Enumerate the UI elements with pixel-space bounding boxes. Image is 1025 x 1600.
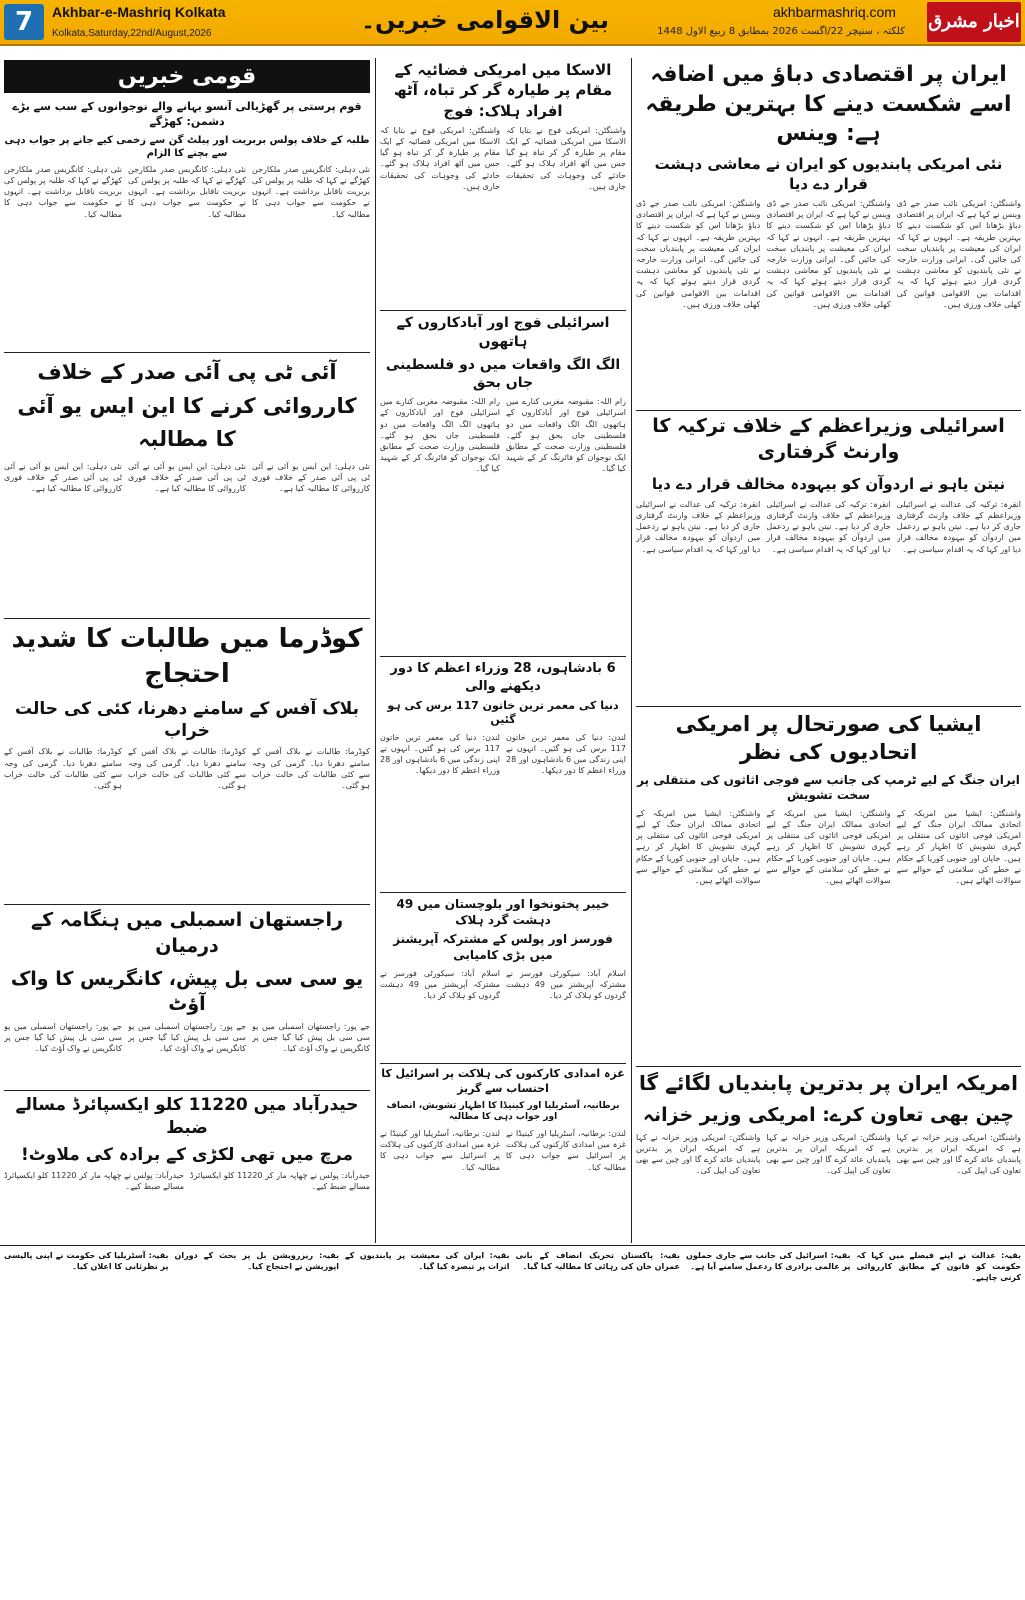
newspaper-logo: اخبار مشرق — [927, 2, 1021, 42]
article-hyderabad-spices — [4, 1094, 370, 1244]
article-body: جے پور: راجستھان اسمبلی میں یو سی سی بل پیش کیا گیا جس پر کانگریس نے واک آؤٹ کیا۔ — [128, 1021, 246, 1054]
article-body: انقرہ: ترکیہ کی عدالت نے اسرائیلی وزیراعظم کے خلاف وارنٹ گرفتاری جاری کر دیا ہے۔ نیتن یاہو نے ردعمل میں اردوآن کو بیہودہ مخالف قرار دیا اور کہا کہ یہ اقدام سیاسی ہے۔ — [766, 499, 891, 554]
subhead: نیتن یاہو نے اردوآن کو بیہودہ مخالف قرار دے دیا — [651, 475, 1006, 494]
continued-text: بقیہ: آسٹریلیا کی حکومت نے اپنی پالیسی پر نظرثانی کا اعلان کیا۔ — [4, 1251, 169, 1272]
subhead: فورسز اور پولس کے مشترکہ آپریشنز میں بڑی کامیابی — [393, 932, 613, 962]
continued-column — [4, 1250, 169, 1590]
headline: اسرائیلی وزیراعظم کے خلاف ترکیہ کا وارنٹ گرفتاری — [652, 415, 1005, 463]
article-body: رام اللہ: مقبوضہ مغربی کنارے میں اسرائیلی فوج اور آبادکاروں کے ہاتھوں الگ الگ واقعات میں دو فلسطینی جاں بحق ہو گئے۔ فلسطینی وزارت صحت کے مطابق ایک نوجوان کو فائرنگ کر کے شہید کیا گیا۔ — [506, 397, 626, 474]
divider — [4, 904, 370, 905]
article-body: واشنگٹن: امریکی وزیر خزانہ نے کہا ہے کہ امریکہ ایران پر بدترین پابندیاں عائد کرے گا اور چین سے بھی تعاون کی اپیل کی۔ — [636, 1132, 761, 1176]
article-oldest-woman — [380, 660, 626, 890]
article-body: حیدرآباد: پولس نے چھاپہ مار کر 11220 کلو ایکسپائرڈ مسالے ضبط کیے۔ — [190, 1170, 370, 1192]
continued-text: بقیہ: اسرائیل کی جانب سے جاری حملوں پر عالمی برادری کا ردعمل سامنے آیا ہے۔ — [686, 1251, 851, 1272]
continued-text: بقیہ: ایران کی معیشت پر پابندیوں کے اثرات پر تبصرہ کیا گیا۔ — [345, 1251, 510, 1272]
column-rule — [631, 58, 632, 1243]
divider — [636, 410, 1021, 411]
article-body: اسلام آباد: سیکورٹی فورسز نے مشترکہ آپریشنز میں 49 دہشت گردوں کو ہلاک کر دیا۔ — [380, 968, 500, 1000]
subhead: یو سی سی بل پیش، کانگریس کا واک آؤٹ — [10, 968, 364, 1015]
article-erdogan-warrant — [636, 414, 1021, 704]
subhead: چین بھی تعاون کرے: امریکی وزیر خزانہ — [642, 1104, 1015, 1126]
subhead: ایران جنگ کے لیے ٹرمپ کی جانب سے فوجی اثاثوں کی منتقلی پر سخت تشویش — [637, 772, 1020, 803]
headline: راجستھان اسمبلی میں ہنگامہ کے درمیان — [30, 909, 344, 957]
article-asia-allies — [636, 710, 1021, 1065]
subhead: مرچ میں تھی لکڑی کے برادہ کی ملاوٹ! — [20, 1144, 353, 1165]
headline: 6 بادشاہوں، 28 وزراء اعظم کا دور دیکھنے والی — [390, 661, 616, 694]
fold-rule — [0, 1245, 1025, 1246]
article-body: حیدرآباد: پولس نے چھاپہ مار کر 11220 کلو ایکسپائرڈ مسالے ضبط کیے۔ — [4, 1170, 184, 1192]
article-body: واشنگٹن: ایشیا میں امریکہ کے اتحادی ممالک ایران جنگ کے لیے امریکی فوجی اثاثوں کی منتقلی پر گہری تشویش کا اظہار کر رہے ہیں۔ جاپان اور جنوبی کوریا کے حکام نے خطے کی سلامتی کے حوالے سے سوالات اٹھائے ہیں۔ — [896, 808, 1021, 886]
column-rule — [375, 58, 376, 1243]
section-banner: قومی خبریں — [4, 60, 370, 93]
article-body: نئی دہلی: کانگریس صدر ملکارجن کھڑگے نے کہا کہ طلبہ پر پولس کی بربریت ناقابل برداشت ہے۔ انہوں نے حکومت سے جواب دہی کا مطالبہ کیا۔ — [4, 164, 122, 219]
article-body: واشنگٹن: امریکی نائب صدر جے ڈی وینس نے کہا ہے کہ ایران پر اقتصادی دباؤ بڑھانا اس کو شکست دینے کا بہترین طریقہ ہے۔ انہوں نے کہا کہ ایران کی معیشت پر پابندیاں سخت کی جائیں گی۔ ایرانی وزارت خارجہ نے نئی پابندیوں کو معاشی دہشت گردی قرار دیتے ہوئے کہا کہ یہ اقدامات بین الاقوامی قوانین کی کھلی خلاف ورزی ہیں۔ — [896, 199, 1021, 309]
headline: الاسکا میں امریکی فضائیہ کے مقام پر طیارہ گر کر تباہ، آٹھ افراد ہلاک: فوج — [393, 61, 613, 120]
article-body: کوڈرما: طالبات نے بلاک آفس کے سامنے دھرنا دیا۔ گرمی کی وجہ سے کئی طالبات کی حالت خراب ہو گئی۔ — [252, 747, 370, 790]
article-body: انقرہ: ترکیہ کی عدالت نے اسرائیلی وزیراعظم کے خلاف وارنٹ گرفتاری جاری کر دیا ہے۔ نیتن یاہو نے ردعمل میں اردوآن کو بیہودہ مخالف قرار دیا اور کہا کہ یہ اقدام سیاسی ہے۔ — [636, 499, 761, 554]
article-israeli-army — [380, 314, 626, 654]
article-body: واشنگٹن: ایشیا میں امریکہ کے اتحادی ممالک ایران جنگ کے لیے امریکی فوجی اثاثوں کی منتقلی پر گہری تشویش کا اظہار کر رہے ہیں۔ جاپان اور جنوبی کوریا کے حکام نے خطے کی سلامتی کے حوالے سے سوالات اٹھائے ہیں۔ — [766, 808, 891, 886]
subhead: بلاک آفس کے سامنے دھرنا، کئی کی حالت خراب — [15, 699, 359, 742]
subhead: طلبہ کے خلاف پولس بربریت اور پیلٹ گن سے زخمی کیے جانے پر جواب دہی سے بچنے کا الزام — [4, 134, 370, 159]
article-body: لندن: دنیا کی معمر ترین خاتون 117 برس کی ہو گئیں۔ انہوں نے اپنی زندگی میں 6 بادشاہوں اور 28 وزراء اعظم کا دور دیکھا۔ — [506, 732, 626, 776]
continued-stories — [4, 1250, 1021, 1594]
headline: امریکہ ایران پر بدترین پابندیاں لگائے گا — [639, 1071, 1018, 1095]
subhead: الگ الگ واقعات میں دو فلسطینی جاں بحق — [385, 356, 621, 391]
article-body: کوڈرما: طالبات نے بلاک آفس کے سامنے دھرنا دیا۔ گرمی کی وجہ سے کئی طالبات کی حالت خراب ہو گئی۔ — [128, 747, 246, 790]
continued-column — [686, 1250, 851, 1590]
subhead: نئی امریکی پابندیوں کو ایران نے معاشی دہشت قرار دے دیا — [654, 155, 1003, 193]
article-body: لندن: برطانیہ، آسٹریلیا اور کینیڈا نے غزہ میں امدادی کارکنوں کی ہلاکت پر اسرائیل سے جواب دہی کا مطالبہ کیا۔ — [380, 1129, 500, 1172]
headline: ایشیا کی صورتحال پر امریکی اتحادیوں کی نظر — [675, 712, 982, 765]
article-body: لندن: دنیا کی معمر ترین خاتون 117 برس کی ہو گئیں۔ انہوں نے اپنی زندگی میں 6 بادشاہوں اور 28 وزراء اعظم کا دور دیکھا۔ — [380, 732, 500, 776]
divider — [380, 892, 626, 893]
article-body: نئی دہلی: این ایس یو آئی نے آئی ٹی پی آئی صدر کے خلاف فوری کارروائی کا مطالبہ کیا ہے۔ — [128, 461, 246, 494]
subhead: برطانیہ، آسٹریلیا اور کینیڈا کا اظہار تشویش، انصاف اور جواب دہی کا مطالبہ — [386, 1100, 620, 1123]
headline: خیبر پختونخوا اور بلوچستان میں 49 دہشت گرد ہلاک — [396, 897, 610, 928]
article-koderma — [4, 622, 370, 902]
headline: کوڈرما میں طالبات کا شدید احتجاج — [11, 624, 363, 690]
article-body: رام اللہ: مقبوضہ مغربی کنارے میں اسرائیلی فوج اور آبادکاروں کے ہاتھوں الگ الگ واقعات میں دو فلسطینی جاں بحق ہو گئے۔ فلسطینی وزارت صحت کے مطابق ایک نوجوان کو فائرنگ کر کے شہید کیا گیا۔ — [380, 397, 500, 474]
article-body: واشنگٹن: ایشیا میں امریکہ کے اتحادی ممالک ایران جنگ کے لیے امریکی فوجی اثاثوں کی منتقلی پر گہری تشویش کا اظہار کر رہے ہیں۔ جاپان اور جنوبی کوریا کے حکام نے خطے کی سلامتی کے حوالے سے سوالات اٹھائے ہیں۔ — [636, 808, 761, 886]
article-body: واشنگٹن: امریکی وزیر خزانہ نے کہا ہے کہ امریکہ ایران پر بدترین پابندیاں عائد کرے گا اور چین سے بھی تعاون کی اپیل کی۔ — [896, 1132, 1021, 1176]
divider — [380, 656, 626, 657]
masthead — [0, 0, 1025, 46]
divider — [380, 310, 626, 311]
continued-text: بقیہ: پاکستان تحریک انصاف کے بانی عمران خان کی رہائی کا مطالبہ کیا گیا۔ — [515, 1251, 680, 1272]
page-number: 7 — [4, 4, 44, 40]
article-worst-sanctions — [636, 1070, 1021, 1242]
article-body: انقرہ: ترکیہ کی عدالت نے اسرائیلی وزیراعظم کے خلاف وارنٹ گرفتاری جاری کر دیا ہے۔ نیتن یاہو نے ردعمل میں اردوآن کو بیہودہ مخالف قرار دیا اور کہا کہ یہ اقدام سیاسی ہے۔ — [896, 499, 1021, 554]
article-body: نئی دہلی: این ایس یو آئی نے آئی ٹی پی آئی صدر کے خلاف فوری کارروائی کا مطالبہ کیا ہے۔ — [252, 461, 370, 494]
divider — [4, 1090, 370, 1091]
dateline-urdu: کلکتہ ، سنیچر 22/اگست 2026 بمطابق 8 ربیع الاول 1448 — [657, 26, 905, 37]
article-students-crackdown — [4, 100, 370, 350]
continued-column — [345, 1250, 510, 1590]
article-body: واشنگٹن: امریکی فوج نے بتایا کہ الاسکا میں امریکی فضائیہ کے ایک مقام پر طیارہ گر کر تباہ ہو گیا جس میں آٹھ افراد ہلاک ہو گئے۔ حادثے کی وجوہات کی تحقیقات جاری ہیں۔ — [380, 125, 500, 191]
section-title: بین الاقوامی خبریں۔ — [360, 6, 610, 34]
article-rajasthan — [4, 908, 370, 1088]
article-body: واشنگٹن: امریکی وزیر خزانہ نے کہا ہے کہ امریکہ ایران پر بدترین پابندیاں عائد کرے گا اور چین سے بھی تعاون کی اپیل کی۔ — [766, 1132, 891, 1176]
article-kpk-balochistan — [380, 896, 626, 1061]
continued-text: بقیہ: ریزرویشن بل پر بحث کے دوران اپوزیشن نے احتجاج کیا۔ — [174, 1251, 339, 1272]
article-alaska-crash — [380, 60, 626, 308]
article-body: جے پور: راجستھان اسمبلی میں یو سی سی بل پیش کیا گیا جس پر کانگریس نے واک آؤٹ کیا۔ — [4, 1021, 122, 1054]
article-body: واشنگٹن: امریکی نائب صدر جے ڈی وینس نے کہا ہے کہ ایران پر اقتصادی دباؤ بڑھانا اس کو شکست دینے کا بہترین طریقہ ہے۔ انہوں نے کہا کہ ایران کی معیشت پر پابندیاں سخت کی جائیں گی۔ ایرانی وزارت خارجہ نے نئی پابندیوں کو معاشی دہشت گردی قرار دیتے ہوئے کہا کہ یہ اقدامات بین الاقوامی قوانین کی کھلی خلاف ورزی ہیں۔ — [766, 199, 891, 309]
article-gaza-aid — [380, 1067, 626, 1242]
article-body: جے پور: راجستھان اسمبلی میں یو سی سی بل پیش کیا گیا جس پر کانگریس نے واک آؤٹ کیا۔ — [252, 1021, 370, 1054]
divider — [636, 1066, 1021, 1067]
article-body: نئی دہلی: کانگریس صدر ملکارجن کھڑگے نے کہا کہ طلبہ پر پولس کی بربریت ناقابل برداشت ہے۔ انہوں نے حکومت سے جواب دہی کا مطالبہ کیا۔ — [252, 164, 370, 219]
continued-column — [857, 1250, 1022, 1590]
headline: آئی ٹی پی آئی صدر کے خلاف کارروائی کرنے کا این ایس یو آئی کا مطالبہ — [17, 360, 357, 452]
continued-column — [516, 1250, 681, 1590]
divider — [4, 618, 370, 619]
article-body: نئی دہلی: کانگریس صدر ملکارجن کھڑگے نے کہا کہ طلبہ پر پولس کی بربریت ناقابل برداشت ہے۔ انہوں نے حکومت سے جواب دہی کا مطالبہ کیا۔ — [128, 164, 246, 219]
divider — [380, 1063, 626, 1064]
article-body: واشنگٹن: امریکی فوج نے بتایا کہ الاسکا میں امریکی فضائیہ کے ایک مقام پر طیارہ گر کر تباہ ہو گیا جس میں آٹھ افراد ہلاک ہو گئے۔ حادثے کی وجوہات کی تحقیقات جاری ہیں۔ — [506, 125, 626, 191]
headline: غزہ امدادی کارکنوں کی ہلاکت پر اسرائیل کا احتساب سے گریز — [381, 1067, 625, 1095]
dateline-english: Kolkata,Saturday,22nd/August,2026 — [52, 28, 212, 39]
headline: حیدرآباد میں 11220 کلو ایکسپائرڈ مسالے ضبط — [15, 1095, 359, 1138]
continued-column — [175, 1250, 340, 1590]
brand-name: Akhbar-e-Mashriq Kolkata — [52, 4, 226, 20]
article-body: واشنگٹن: امریکی نائب صدر جے ڈی وینس نے کہا ہے کہ ایران پر اقتصادی دباؤ بڑھانا اس کو شکست دینے کا بہترین طریقہ ہے۔ انہوں نے کہا کہ ایران کی معیشت پر پابندیاں سخت کی جائیں گی۔ ایرانی وزارت خارجہ نے نئی پابندیوں کو معاشی دہشت گردی قرار دیتے ہوئے کہا کہ یہ اقدامات بین الاقوامی قوانین کی کھلی خلاف ورزی ہیں۔ — [636, 199, 761, 309]
article-body: لندن: برطانیہ، آسٹریلیا اور کینیڈا نے غزہ میں امدادی کارکنوں کی ہلاکت پر اسرائیل سے جواب دہی کا مطالبہ کیا۔ — [506, 1129, 626, 1172]
divider — [636, 706, 1021, 707]
article-body: اسلام آباد: سیکورٹی فورسز نے مشترکہ آپریشنز میں 49 دہشت گردوں کو ہلاک کر دیا۔ — [506, 968, 626, 1000]
headline: اسرائیلی فوج اور آبادکاروں کے ہاتھوں — [396, 315, 610, 350]
headline: ایران پر اقتصادی دباؤ میں اضافہ اسے شکست دینے کا بہترین طریقہ ہے: وینس — [645, 62, 1012, 147]
article-body: نئی دہلی: این ایس یو آئی نے آئی ٹی پی آئی صدر کے خلاف فوری کارروائی کا مطالبہ کیا ہے۔ — [4, 461, 122, 494]
divider — [4, 352, 370, 353]
national-news-header — [4, 60, 370, 96]
article-iran-pressure — [636, 60, 1021, 430]
article-itpi — [4, 356, 370, 616]
subhead: دنیا کی معمر ترین خاتون 117 برس کی ہو گئیں — [387, 699, 619, 727]
website-link[interactable]: akhbarmashriq.com — [773, 4, 896, 20]
continued-text: بقیہ: عدالت نے اپنے فیصلے میں کہا کہ حکومت کو قانون کے مطابق کارروائی کرنی چاہیے۔ — [856, 1251, 1021, 1283]
headline: قوم پرستی پر گھڑیالی آنسو بہانے والے نوجوانوں کے سب سے بڑے دشمن: کھڑگے — [12, 100, 362, 128]
article-body: کوڈرما: طالبات نے بلاک آفس کے سامنے دھرنا دیا۔ گرمی کی وجہ سے کئی طالبات کی حالت خراب ہو گئی۔ — [4, 747, 122, 790]
